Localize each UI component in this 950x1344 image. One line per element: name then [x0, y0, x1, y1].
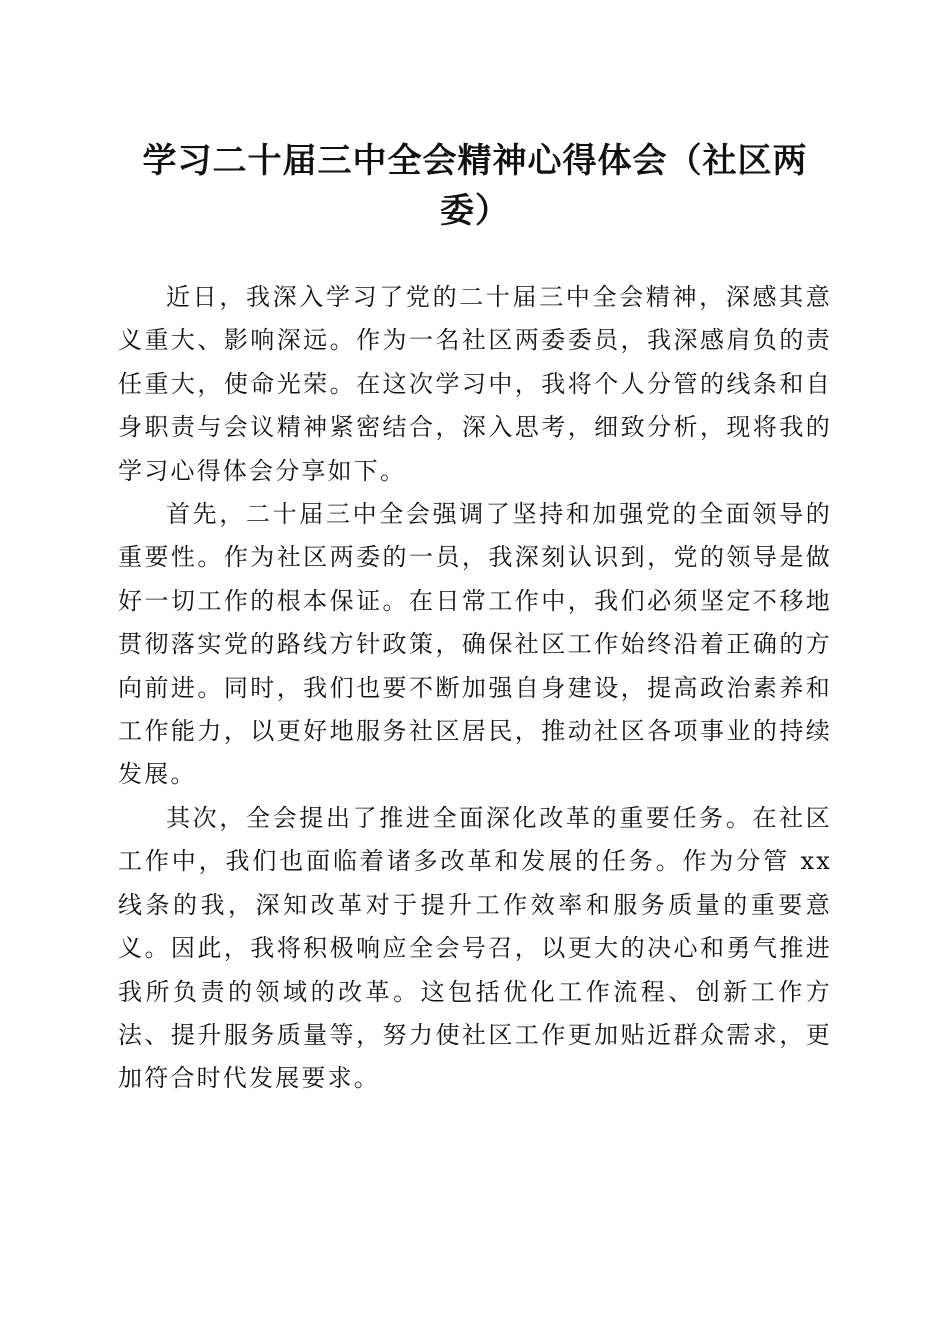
- paragraph-2: 首先，二十届三中全会强调了坚持和加强党的全面领导的重要性。作为社区两委的一员，我深刻认识到，党的领导是做好一切工作的根本保证。在日常工作中，我们必须坚定不移地贯彻落实党的路线方针政策，确保社区工作始终沿着正确的方向前进。同时，我们也要不断加强自身建设，提高政治素养和工作能力，以更好地服务社区居民，推动社区各项事业的持续发展。: [118, 500, 832, 789]
- paragraph-1: 近日，我深入学习了党的二十届三中全会精神，深感其意义重大、影响深远。作为一名社区两委委员，我深感肩负的责任重大，使命光荣。在这次学习中，我将个人分管的线条和自身职责与会议精神紧密结合，深入思考，细致分析，现将我的学习心得体会分享如下。: [118, 283, 832, 485]
- document-body: [118, 276, 832, 1101]
- document-title: 学习二十届三中全会精神心得体会（社区两委）: [142, 141, 808, 231]
- paragraph-3: 其次，全会提出了推进全面深化改革的重要任务。在社区工作中，我们也面临着诸多改革和发展的任务。作为分管 xx 线条的我，深知改革对于提升工作效率和服务质量的重要意义。因此，我将积极响应全会号召，以更大的决心和勇气推进我所负责的领域的改革。这包括优化工作流程、创新工作方法、提升服务质量等，努力使社区工作更加贴近群众需求，更加符合时代发展要求。: [118, 803, 832, 1093]
